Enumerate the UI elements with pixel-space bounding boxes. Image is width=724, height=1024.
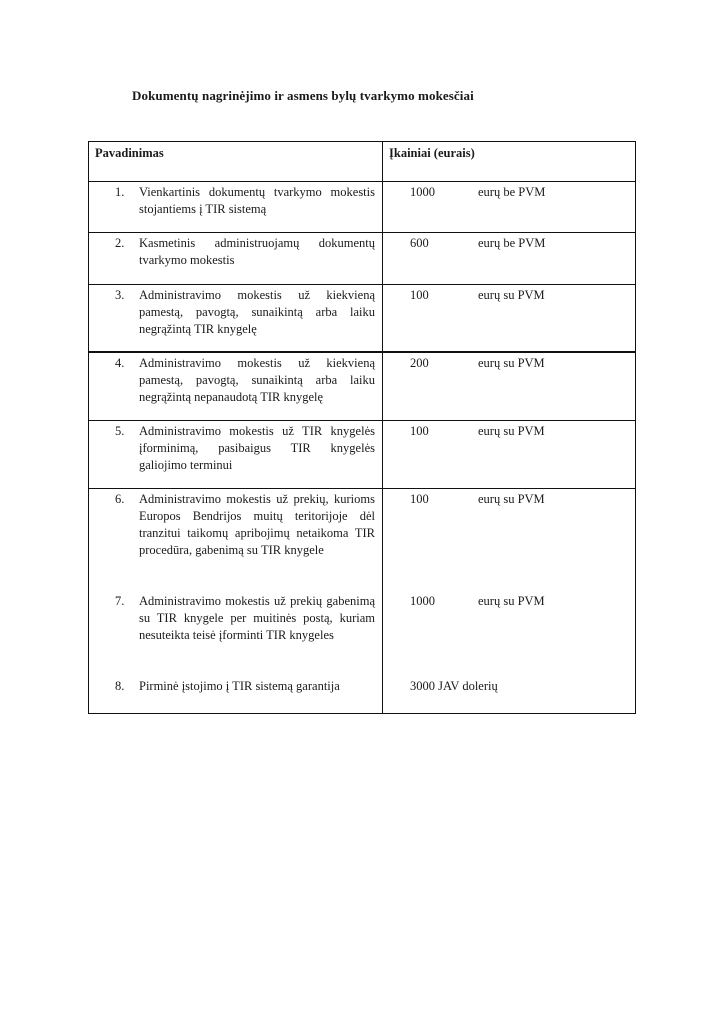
row-amount: 100 [410,288,429,302]
row-amount: 1000 [410,185,435,199]
row-unit: eurų be PVM [478,236,546,250]
header-name: Pavadinimas [95,146,164,160]
row-name: Administravimo mokestis už prekių gabenimą su TIR knygele per muitinės postą, kuriam nesuteikta teisė įforminti TIR knygeles [139,594,375,642]
row-number: 4. [115,356,125,370]
document-title: Dokumentų nagrinėjimo ir asmens bylų tvarkymo mokesčiai [132,88,474,103]
row-unit: eurų be PVM [478,185,546,199]
row-amount: 3000 JAV dolerių [410,679,498,693]
row-amount: 600 [410,236,429,250]
row-number: 5. [115,424,125,438]
row-name: Administravimo mokestis už kiekvieną pamestą, pavogtą, sunaikintą arba laiku negrąžintą nepanaudotą TIR knygelę [139,356,375,404]
row-amount: 1000 [410,594,435,608]
row-number: 2. [115,236,125,250]
row-name: Administravimo mokestis už prekių, kurioms Europos Bendrijos muitų teritorijoje dėl tranzitui taikomų apribojimų netaikoma TIR procedūra, gabenimą su TIR knygele [139,492,375,557]
row-name: Administravimo mokestis už TIR knygelės įforminimą, pasibaigus TIR knygelės galiojimo terminui [139,424,375,472]
header-price: Įkainiai (eurais) [389,146,475,160]
row-name: Pirminė įstojimo į TIR sistemą garantija [139,679,340,693]
row-unit: eurų su PVM [478,492,545,506]
row-number: 7. [115,594,125,608]
row-number: 1. [115,185,125,199]
row-amount: 200 [410,356,429,370]
row-name: Administravimo mokestis už kiekvieną pamestą, pavogtą, sunaikintą arba laiku negrąžintą TIR knygelę [139,288,375,336]
row-amount: 100 [410,424,429,438]
row-number: 3. [115,288,125,302]
row-divider [89,488,635,489]
row-name: Kasmetinis administruojamų dokumentų tvarkymo mokestis [139,236,375,267]
row-name: Vienkartinis dokumentų tvarkymo mokestis stojantiems į TIR sistemą [139,185,375,216]
column-divider [382,142,383,713]
row-number: 6. [115,492,125,506]
row-divider [89,232,635,233]
row-unit: eurų su PVM [478,594,545,608]
row-divider [89,420,635,421]
row-divider [89,181,635,182]
row-unit: eurų su PVM [478,424,545,438]
row-divider [89,284,635,285]
fee-table [88,141,636,714]
row-unit: eurų su PVM [478,288,545,302]
row-divider [89,351,635,353]
row-unit: eurų su PVM [478,356,545,370]
row-amount: 100 [410,492,429,506]
row-number: 8. [115,679,125,693]
